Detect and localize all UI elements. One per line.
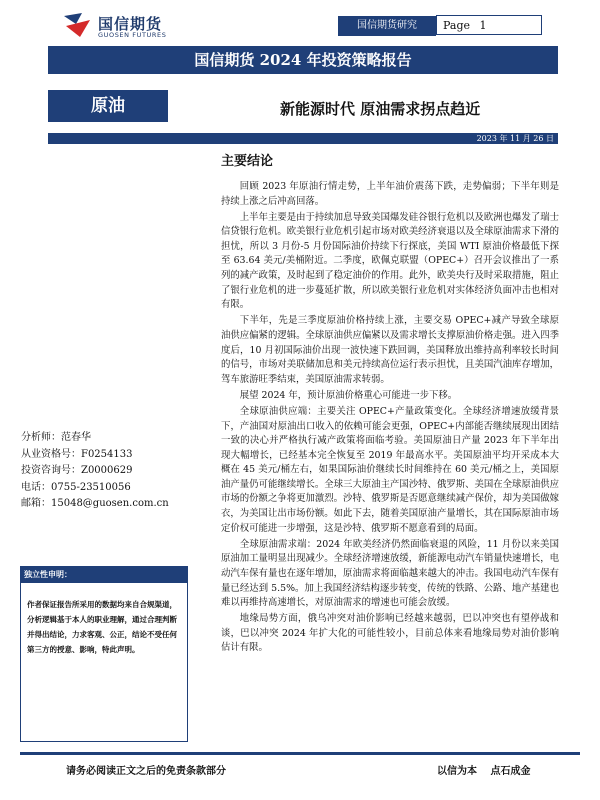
body-paragraph: 上半年主要是由于持续加息导致美国爆发硅谷银行危机以及欧洲也爆发了瑞士信贷银行危机。欧美银行业危机引起市场对欧美经济衰退以及全球原油需求下滑的担忧，所以 3 月份-5 月份国际油价持续下行探底，美国 WTI 原油价格最低下探至 63.64 美元/美桶附近。二季度，欧佩克联盟（OPEC+）召开会议推出了一系列的减产政策，及时起到了稳定油价的作用。此外，欧美央行及时采取措施，阻止了银行业危机的进一步蔓延扩散，所以欧美银行业危机对实体经济负面冲击也相对有限。 — [221, 211, 559, 311]
analyst-consult: 投资咨询号：Z0000629 — [21, 465, 133, 476]
logo-mark-icon — [62, 12, 92, 38]
analyst-cert: 从业资格号：F0254133 — [21, 448, 133, 460]
page-indicator — [436, 15, 542, 35]
page-number: 1 — [479, 19, 487, 32]
footer-disclaimer: 请务必阅读正文之后的免责条款部分 — [66, 766, 226, 777]
declaration-text: 作者保证报告所采用的数据均来自合规渠道，分析逻辑基于本人的职业理解，通过合理判断并得出结论，力求客观、公正，结论不受任何第三方的授意、影响，特此声明。 — [20, 582, 188, 742]
analyst-phone: 电话：0755-23510056 — [21, 481, 131, 493]
main-body — [221, 180, 559, 658]
body-paragraph: 地缘局势方面，俄乌冲突对油价影响已经越来越弱，巴以冲突也有望停战和谈，巴以冲突 2024 年扩大化的可能性较小，目前总体来看地缘局势对油价影响估计有限。 — [221, 613, 559, 654]
company-logo — [62, 10, 212, 40]
footer-slogan: 以信为本 点石成金 — [437, 766, 531, 777]
analyst-name: 分析师：范春华 — [21, 432, 91, 443]
logo-text-en: GUOSEN FUTURES — [98, 31, 167, 39]
report-subtitle: 新能源时代 原油需求拐点趋近 — [280, 100, 481, 118]
logo-text-cn: 国信期货 — [98, 15, 163, 33]
section-title: 主要结论 — [221, 154, 274, 169]
report-date: 2023 年 11 月 26 日 — [476, 134, 554, 143]
declaration-heading: 独立性申明： — [20, 566, 188, 582]
analyst-info — [21, 430, 186, 513]
body-paragraph: 全球原油需求端：2024 年欧美经济仍然面临衰退的风险，11 月份以来美国原油加工量明显出现减少。全球经济增速放缓，新能源电动汽车销量快速增长，电动汽车保有量也在逐年增加，原油需求将面临越来越大的冲击。我国电动汽车保有量已经达到 5.5%。加上我国经济结构逐步转变，传统的铁路、公路、地产基建也难以再维持高速增长，对原油需求的增速也可能会放缓。 — [221, 538, 559, 609]
research-tag: 国信期货研究 — [338, 16, 436, 36]
body-paragraph: 展望 2024 年，预计原油价格重心可能进一步下移。 — [239, 389, 458, 401]
page-label: Page — [443, 19, 471, 32]
body-paragraph: 回顾 2023 年原油行情走势，上半年油价震荡下跌，走势偏弱；下半年则是持续上涨之后冲高回落。 — [221, 181, 559, 207]
footer-rule — [20, 752, 580, 755]
body-paragraph: 全球原油供应端：主要关注 OPEC+产量政策变化。全球经济增速放缓背景下，产油国对原油出口收入的依赖可能会更强，OPEC+内部能否继续展现出团结一致的决心并严格执行减产政策将面临考验。美国原油日产量 2023 年下半年出现大幅增长，已经基本完全恢复至 2019 年最高水平。美国原油平均开采成本大概在 45 美元/桶左右，如果国际油价继续长时间维持在 60 美元/桶之上，美国原油产量仍可能继续增长。全球三大原油主产国沙特、俄罗斯、美国在全球原油供应市场的份额之争将更加激烈。沙特、俄罗斯是否愿意继续减产保价，却为美国做嫁衣，为美国让出市场份额。如此下去，随着美国原油产量增长，其在国际原油市场定价权可能进一步增强，这是沙特、俄罗斯不愿意看到的局面。 — [221, 405, 559, 534]
report-title: 国信期货 2024 年投资策略报告 — [48, 46, 558, 74]
analyst-email: 邮箱：15048@guosen.com.cn — [21, 498, 169, 509]
body-paragraph: 下半年，先是三季度原油价格持续上涨，主要交易 OPEC+减产导致全球原油供应偏紧的逻辑。全球原油供应偏紧以及需求增长支撑原油价格走强。进入四季度后，10 月初国际油价出现一波快速下跌回调，美国释放出维持高利率较长时间的信号，市场对美联储加息和美元持续高位运行表示担忧，且美国汽油库存增加，驾车旅游旺季结束，美国原油需求转弱。 — [221, 315, 559, 385]
category-label: 原油 — [48, 90, 168, 122]
